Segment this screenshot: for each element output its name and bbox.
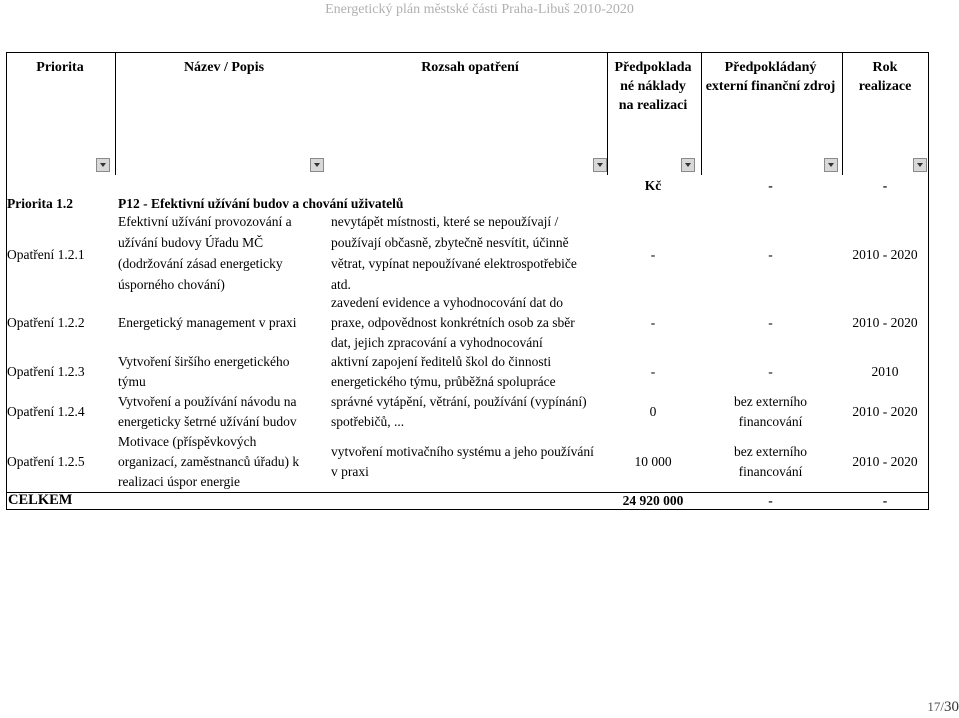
column-header-priorita: Priorita bbox=[36, 60, 84, 75]
column-header-rok: Rok realizace bbox=[858, 60, 912, 94]
filter-priorita-dropdown-icon[interactable] bbox=[96, 158, 110, 172]
row-naklady: - bbox=[650, 315, 656, 330]
units-rok: - bbox=[882, 178, 888, 193]
filter-rozsah-dropdown-icon[interactable] bbox=[593, 158, 607, 172]
row-id: Opatření 1.2.4 bbox=[7, 404, 85, 419]
row-rok: 2010 bbox=[871, 364, 899, 379]
total-naklady: 24 920 000 bbox=[622, 493, 684, 508]
total-zdroj: - bbox=[768, 493, 773, 508]
priority-label: Priorita 1.2 bbox=[7, 196, 73, 211]
column-header-rozsah: Rozsah opatření bbox=[421, 60, 519, 75]
row-zdroj: - bbox=[768, 315, 773, 330]
row-nazev: Energetický management v praxi bbox=[118, 315, 297, 330]
document-header: Energetický plán městské části Praha-Libuš 2010-2020 bbox=[325, 2, 634, 17]
filter-naklady-dropdown-icon[interactable] bbox=[681, 158, 695, 172]
total-label: CELKEM bbox=[8, 492, 73, 508]
row-rok: 2010 - 2020 bbox=[852, 404, 918, 419]
filter-zdroj-dropdown-icon[interactable] bbox=[824, 158, 838, 172]
row-id: Opatření 1.2.5 bbox=[7, 454, 85, 469]
row-zdroj: - bbox=[768, 364, 773, 379]
column-header-zdroj: Předpokládaný externí finanční zdroj bbox=[705, 60, 836, 94]
row-id: Opatření 1.2.1 bbox=[7, 247, 85, 262]
row-naklady: - bbox=[650, 364, 656, 379]
row-rok: 2010 - 2020 bbox=[852, 247, 918, 262]
total-rok: - bbox=[882, 493, 888, 508]
units-zdroj: - bbox=[768, 178, 773, 193]
row-rok: 2010 - 2020 bbox=[852, 454, 918, 469]
filter-nazev-dropdown-icon[interactable] bbox=[310, 158, 324, 172]
column-header-naklady: Předpoklada né náklady na realizaci bbox=[614, 60, 692, 113]
row-id: Opatření 1.2.3 bbox=[7, 364, 85, 379]
priority-title: P12 - Efektivní užívání budov a chování uživatelů bbox=[118, 196, 404, 211]
filter-rok-dropdown-icon[interactable] bbox=[913, 158, 927, 172]
row-zdroj: - bbox=[768, 247, 773, 262]
row-naklady: 0 bbox=[649, 404, 657, 419]
page-number: 17/30 bbox=[927, 699, 959, 715]
column-header-nazev: Název / Popis bbox=[183, 60, 265, 75]
row-rok: 2010 - 2020 bbox=[852, 315, 918, 330]
row-naklady: 10 000 bbox=[634, 454, 672, 469]
row-id: Opatření 1.2.2 bbox=[7, 315, 85, 330]
units-naklady: Kč bbox=[644, 178, 662, 193]
row-naklady: - bbox=[650, 247, 656, 262]
